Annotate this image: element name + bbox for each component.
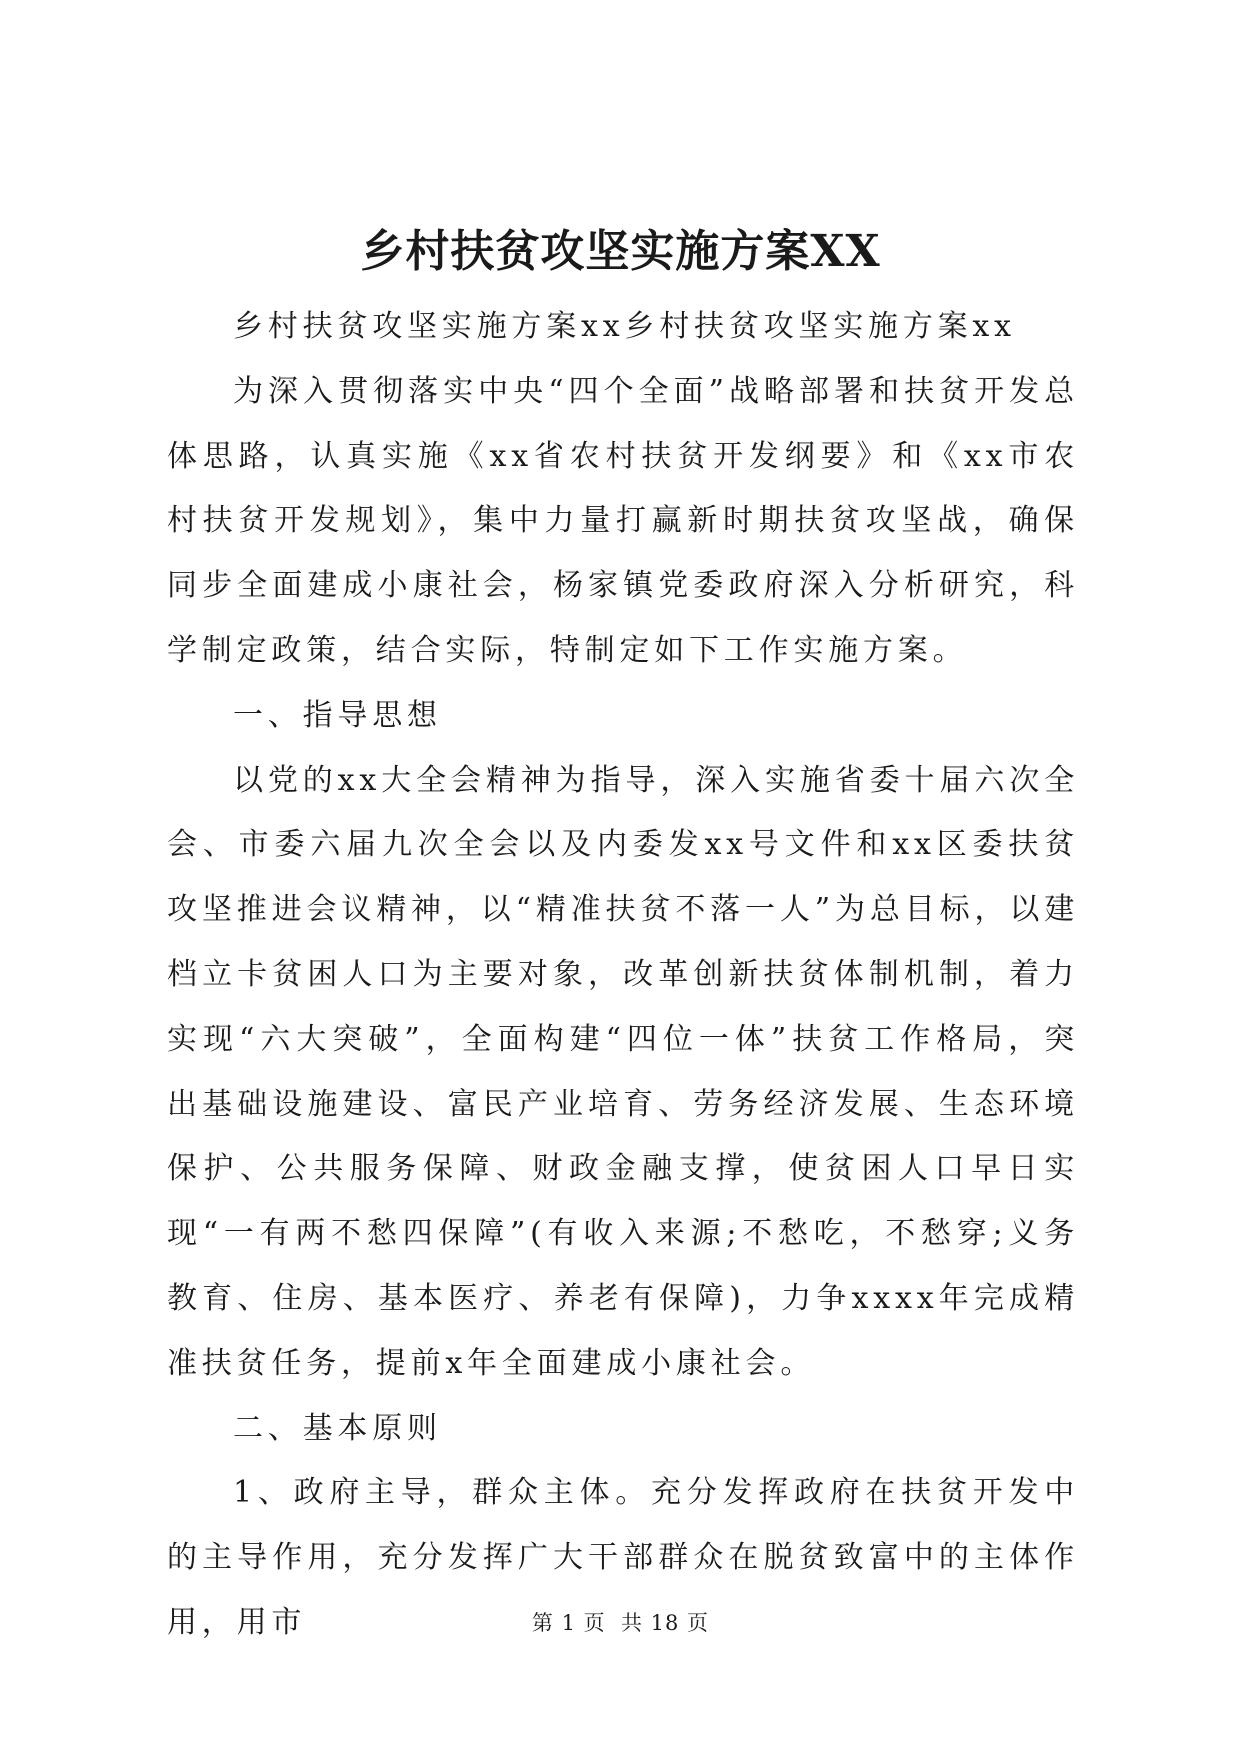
paragraph-subtitle: 乡村扶贫攻坚实施方案xx乡村扶贫攻坚实施方案xx	[233, 309, 1016, 344]
section-heading-guiding-ideology: 一、指导思想	[233, 697, 442, 733]
document-title: 乡村扶贫攻坚实施方案XX	[360, 226, 881, 277]
paragraph-guiding-ideology: 以党的xx大全会精神为指导，深入实施省委十届六次全会、市委六届九次全会以及内委发xx号文件和xx区委扶贫攻坚推进会议精神，以“精准扶贫不落一人”为总目标，以建档立卡贫困人口为主要对象，改革创新扶贫体制机制，着力实现“六大突破”，全面构建“四位一体”扶贫工作格局，突出基础设施建设、富民产业培育、劳务经济发展、生态环境保护、公共服务保障、财政金融支撑，使贫困人口早日实现“一有两不愁四保障”(有收入来源;不愁吃，不愁穿;义务教育、住房、基本医疗、养老有保障)，力争xxxx年完成精准扶贫任务，提前x年全面建成小康社会。	[167, 762, 1079, 1381]
paragraph-intro: 为深入贯彻落实中央“四个全面”战略部署和扶贫开发总体思路，认真实施《xx省农村扶贫开发纲要》和《xx市农村扶贫开发规划》，集中力量打赢新时期扶贫攻坚战，确保同步全面建成小康社会，杨家镇党委政府深入分析研究，科学制定政策，结合实际，特制定如下工作实施方案。	[167, 373, 1079, 668]
section-heading-basic-principles: 二、基本原则	[233, 1410, 442, 1446]
document-body	[167, 295, 1079, 1656]
paragraph-principle-1: 1、政府主导，群众主体。充分发挥政府在扶贫开发中的主导作用，充分发挥广大干部群众在脱贫致富中的主体作用，用市	[167, 1475, 1079, 1640]
page-footer	[0, 1608, 1241, 1638]
page-number: 第 1 页 共 18 页	[531, 1611, 710, 1635]
